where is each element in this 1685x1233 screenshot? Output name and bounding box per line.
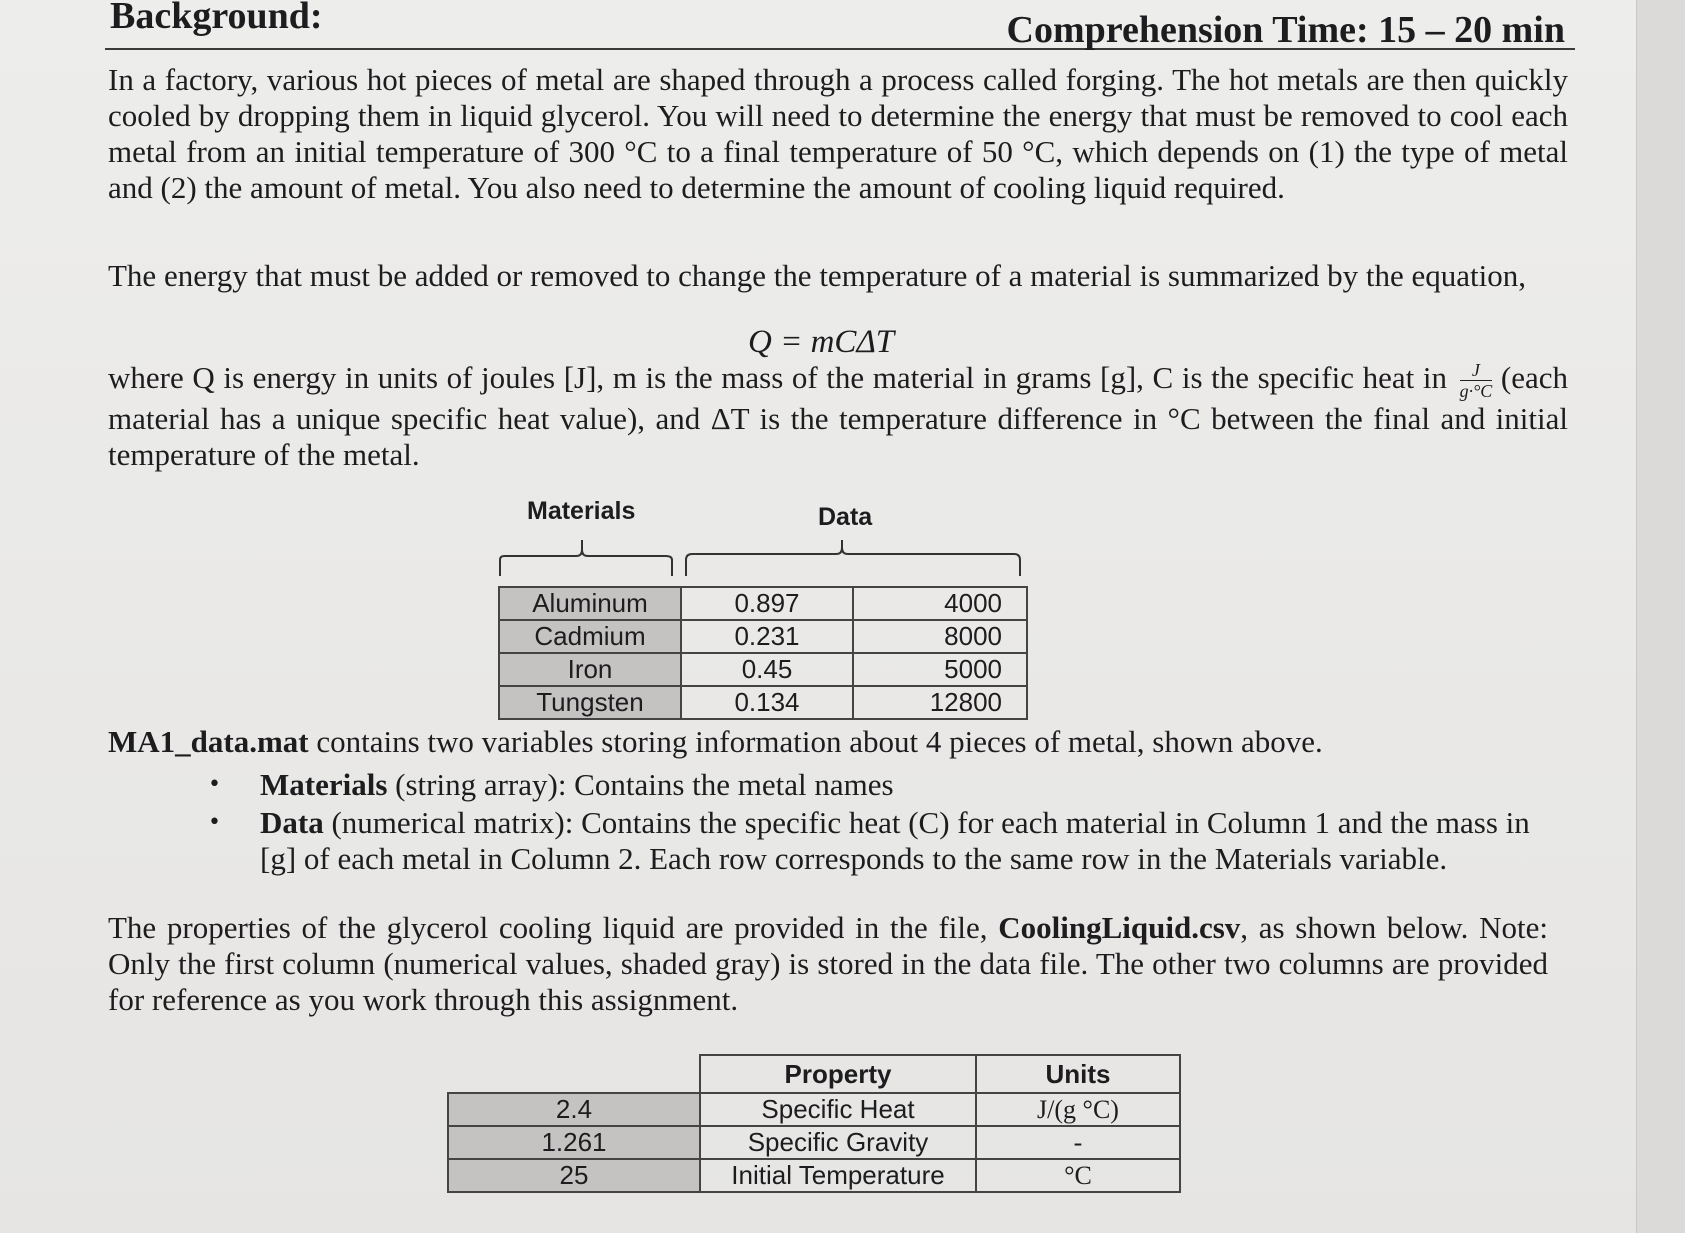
page-edge (1636, 0, 1685, 1233)
mat-file-paragraph (108, 724, 1568, 760)
material-cell: Aluminum (499, 587, 681, 620)
comprehension-time: Comprehension Time: 15 – 20 min (1006, 9, 1565, 51)
cooling-text-start: The properties of the glycerol cooling liquid are provided in the file, (108, 910, 999, 945)
cooling-text-end: , as shown below. Note: Only the first column (numerical values, shaded gray) is stored in the data file. The other two columns are provided for reference as you work through this assignment. (108, 910, 1548, 1017)
units-fraction (1460, 360, 1493, 401)
materials-data-table (498, 586, 1028, 720)
cooling-paragraph (108, 910, 1548, 1018)
variable-list (190, 767, 1550, 879)
table-row (448, 1093, 1180, 1126)
page-header (105, 0, 1575, 50)
table-row (448, 1159, 1180, 1192)
value-header-blank (448, 1055, 700, 1093)
units-cell: - (976, 1126, 1180, 1159)
variable-name: Data (260, 805, 324, 840)
cooling-liquid-table (447, 1054, 1181, 1193)
grouping-braces (496, 534, 1026, 580)
list-item (190, 767, 1550, 803)
property-cell: Initial Temperature (700, 1159, 976, 1192)
mass-cell: 4000 (853, 587, 1027, 620)
table-row (499, 686, 1027, 719)
units-header: Units (976, 1055, 1180, 1093)
list-item (190, 805, 1550, 877)
bullet-icon: • (208, 810, 221, 835)
value-cell: 2.4 (448, 1093, 700, 1126)
property-cell: Specific Gravity (700, 1126, 976, 1159)
materials-label: Materials (527, 497, 636, 525)
where-text-start: where Q is energy in units of joules [J], m is the mass of the material in grams [g], C is the specific heat in (108, 360, 1447, 395)
data-label: Data (818, 503, 873, 531)
specific-heat-cell: 0.45 (681, 653, 853, 686)
specific-heat-cell: 0.134 (681, 686, 853, 719)
mass-cell: 8000 (853, 620, 1027, 653)
value-cell: 1.261 (448, 1126, 700, 1159)
variable-description: (string array): Contains the metal names (387, 767, 894, 802)
heat-equation: Q = mCΔT (748, 324, 895, 360)
table-row (499, 620, 1027, 653)
mat-filename: MA1_data.mat (108, 724, 309, 759)
units-cell: J/(g °C) (976, 1093, 1180, 1126)
section-title: Background: (110, 0, 323, 37)
table-row (499, 587, 1027, 620)
property-header: Property (700, 1055, 976, 1093)
intro-paragraph: In a factory, various hot pieces of metal are shaped through a process called forging. The hot metals are then quickly cooled by dropping them in liquid glycerol. You will need to determine the energy that must be removed to cool each metal from an initial temperature of 300 °C to a final temperature of 50 °C, which depends on (1) the type of metal and (2) the amount of metal. You also need to determine the amount of cooling liquid required. (108, 62, 1568, 205)
mass-cell: 12800 (853, 686, 1027, 719)
mat-file-text: contains two variables storing information about 4 pieces of metal, shown above. (308, 724, 1323, 759)
material-cell: Cadmium (499, 620, 681, 653)
variable-description: (numerical matrix): Contains the specific heat (C) for each material in Column 1 and the mass in [g] of each metal in Column 2. Each row corresponds to the same row in the Materials variable. (260, 805, 1530, 876)
value-cell: 25 (448, 1159, 700, 1192)
where-paragraph (108, 360, 1568, 473)
material-cell: Iron (499, 653, 681, 686)
units-cell: °C (976, 1159, 1180, 1192)
material-cell: Tungsten (499, 686, 681, 719)
specific-heat-cell: 0.231 (681, 620, 853, 653)
table-row (448, 1126, 1180, 1159)
energy-paragraph: The energy that must be added or removed to change the temperature of a material is summarized by the equation, (108, 258, 1527, 293)
fraction-denominator: g·°C (1459, 381, 1493, 402)
table-row (499, 653, 1027, 686)
specific-heat-cell: 0.897 (681, 587, 853, 620)
fraction-numerator: J (1460, 360, 1493, 381)
variable-name: Materials (260, 767, 388, 802)
mass-cell: 5000 (853, 653, 1027, 686)
csv-filename: CoolingLiquid.csv (998, 910, 1241, 945)
bullet-icon: • (208, 772, 221, 797)
property-cell: Specific Heat (700, 1093, 976, 1126)
where-text-end: (each material has a unique specific heat value), and ΔT is the temperature difference in °C between the final and initial temperature of the metal. (108, 360, 1568, 473)
